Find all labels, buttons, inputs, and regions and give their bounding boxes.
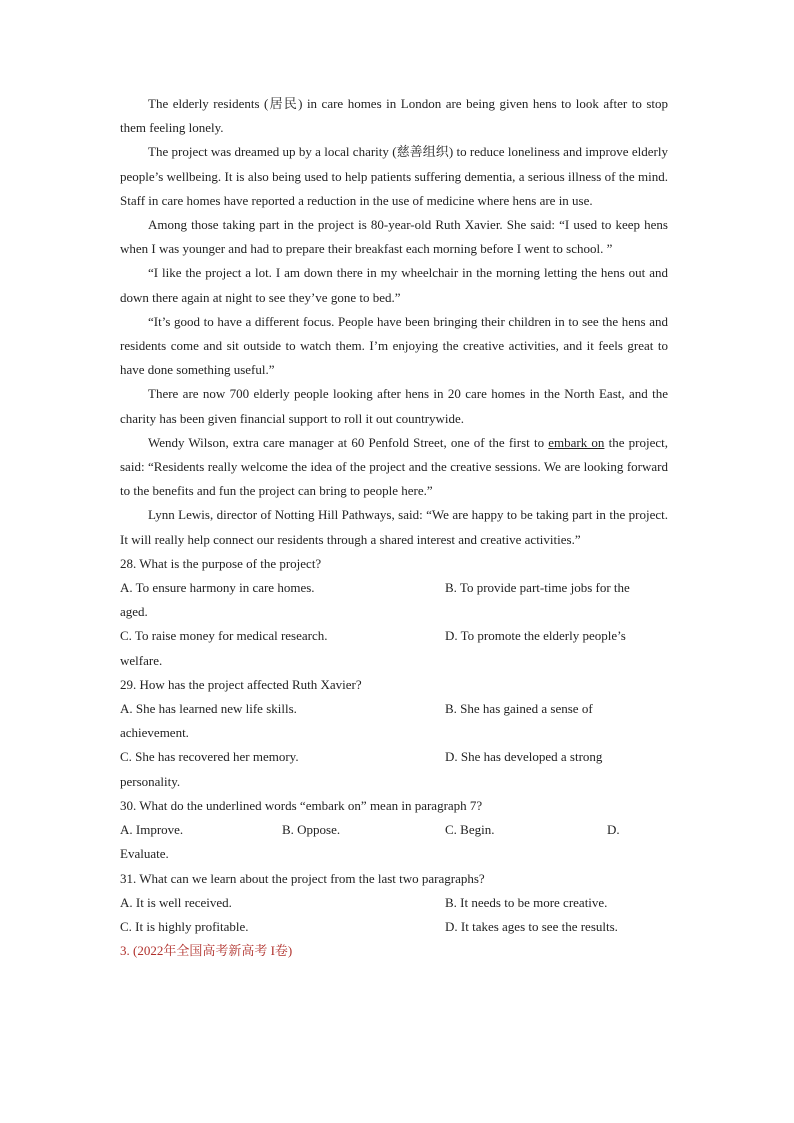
- question-28-options-row-2: [120, 624, 668, 648]
- question-29-option-c: C. She has recovered her memory.: [120, 749, 299, 765]
- question-28-option-c: C. To raise money for medical research.: [120, 628, 328, 644]
- question-28-option-b: B. To provide part-time jobs for the: [445, 580, 630, 596]
- paragraph-2: The project was dreamed up by a local charity (慈善组织) to reduce loneliness and improve elderly people’s wellbeing. It is also being used to help patients suffering dementia, a serious illness of the mind. Staff in care homes have reported a reduction in the use of medicine where hens are in use.: [120, 144, 668, 208]
- paragraph-6: There are now 700 elderly people looking after hens in 20 care homes in the North East, and the charity has been given financial support to roll it out countrywide.: [120, 386, 668, 426]
- question-29-option-b: B. She has gained a sense of: [445, 701, 593, 717]
- question-30-option-c: C. Begin.: [445, 822, 495, 838]
- question-31-stem: 31. What can we learn about the project from the last two paragraphs?: [120, 870, 485, 886]
- question-31-option-b: B. It needs to be more creative.: [445, 894, 608, 910]
- question-31-options-row-1: [120, 891, 668, 915]
- question-28-option-d: D. To promote the elderly people’s: [445, 628, 626, 644]
- document-page: [120, 92, 668, 963]
- question-30-stem: 30. What do the underlined words “embark on” mean in paragraph 7?: [120, 797, 483, 813]
- question-29-option-a: A. She has learned new life skills.: [120, 701, 297, 717]
- paragraph-7: [120, 431, 668, 504]
- question-30-option-b: B. Oppose.: [282, 822, 341, 838]
- question-29-option-d: D. She has developed a strong: [445, 749, 603, 765]
- paragraph-8: Lynn Lewis, director of Notting Hill Pathways, said: “We are happy to be taking part in the project. It will really help connect our residents through a shared interest and creative activities.”: [120, 507, 668, 547]
- question-30-option-d: D.: [607, 822, 620, 838]
- paragraph-1: The elderly residents (居民) in care homes in London are being given hens to look after to stop them feeling lonely.: [120, 96, 668, 136]
- question-31-option-d: D. It takes ages to see the results.: [445, 918, 618, 934]
- source-label: 3. (2022年全国高考新高考 I卷): [120, 943, 293, 959]
- paragraph-3: Among those taking part in the project is 80-year-old Ruth Xavier. She said: “I used to keep hens when I was younger and had to prepare their breakfast each morning before I went to school. ”: [120, 217, 668, 257]
- paragraph-4: “I like the project a lot. I am down there in my wheelchair in the morning letting the hens out and down there again at night to see they’ve gone to bed.”: [120, 265, 668, 305]
- question-28-option-b-wrap: aged.: [120, 604, 148, 620]
- paragraph-7-text-after: the project, said: “Residents really welcome the idea of the project and the creative sessions. We are looking forward to the benefits and fun the project can bring to people here.”: [120, 434, 668, 499]
- paragraph-5: “It’s good to have a different focus. People have been bringing their children in to see the hens and residents come and sit outside to watch them. I’m enjoying the creative activities, and it feels great to have done something useful.”: [120, 313, 668, 378]
- question-30-option-d-wrap: Evaluate.: [120, 846, 169, 862]
- question-30-option-a: A. Improve.: [120, 822, 184, 838]
- question-31-option-a: A. It is well received.: [120, 894, 232, 910]
- question-29-option-d-wrap: personality.: [120, 773, 181, 789]
- question-28-option-d-wrap: welfare.: [120, 652, 163, 668]
- question-31-options-row-2: [120, 915, 668, 939]
- question-29-option-b-wrap: achievement.: [120, 725, 189, 741]
- question-28-options-row-1: [120, 576, 668, 600]
- underlined-phrase: embark on: [548, 434, 605, 450]
- question-29-stem: 29. How has the project affected Ruth Xavier?: [120, 676, 362, 692]
- question-28-option-a: A. To ensure harmony in care homes.: [120, 580, 315, 596]
- question-31-option-c: C. It is highly profitable.: [120, 918, 249, 934]
- question-29-options-row-2: [120, 745, 668, 769]
- question-29-options-row-1: [120, 697, 668, 721]
- question-30-options-row: [120, 818, 668, 842]
- paragraph-7-text-before: Wendy Wilson, extra care manager at 60 Penfold Street, one of the first to: [148, 434, 549, 450]
- question-28-stem: 28. What is the purpose of the project?: [120, 555, 322, 571]
